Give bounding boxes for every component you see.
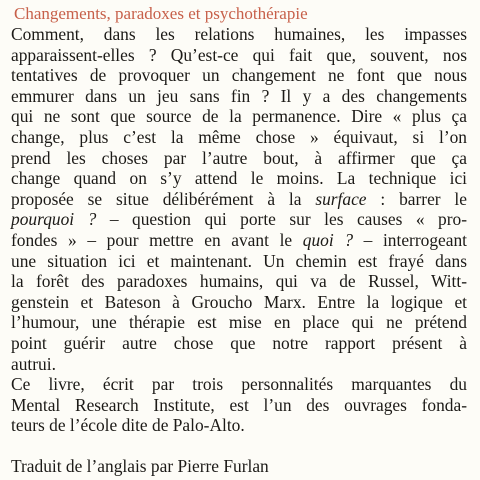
text-line (11, 189, 467, 210)
text-line (11, 106, 467, 127)
text-run: une situation ici et maintenant. Un chemin est frayé dans (11, 250, 467, 271)
italic-term: quoi ? (302, 229, 354, 250)
text-run: qui ne sont que source de la permanence. Dire « plus ça (11, 106, 467, 127)
text-line (11, 333, 467, 354)
text-line (11, 374, 467, 395)
text-line (11, 168, 467, 189)
text-line (11, 209, 467, 230)
text-run: : barrer le (366, 188, 467, 209)
text-line (11, 395, 467, 416)
text-run: la forêt des paradoxes humains, qui va de Russel, Witt- (11, 271, 467, 292)
text-line (11, 312, 467, 333)
text-line (11, 148, 467, 169)
text-run: l’humour, une thérapie est mise en place qui ne prétend (11, 312, 467, 333)
text-line (11, 251, 467, 272)
text-run: genstein et Bateson à Groucho Marx. Entre la logique et (11, 291, 467, 312)
text-line (11, 271, 467, 292)
text-line (11, 127, 467, 148)
text-run: – interrogeant (353, 229, 467, 250)
text-run: Ce livre, écrit par trois personnalités marquantes du (11, 374, 467, 395)
text-line (11, 45, 467, 66)
italic-term: pourquoi ? (11, 209, 97, 230)
text-run: prend les choses par l’autre bout, à affirmer que ça (11, 147, 467, 168)
translator-credit: Traduit de l’anglais par Pierre Furlan (11, 455, 269, 476)
book-title-heading: Changements, paradoxes et psychothérapie (14, 4, 308, 23)
text-run: change, plus c’est la même chose » équivaut, si l’on (11, 126, 467, 147)
text-run: change quand on s’y attend le moins. La technique ici (11, 168, 467, 189)
text-run: proposée se situe délibérément à la (11, 188, 316, 209)
text-run: Mental Research Institute, est l’un des ouvrages fonda- (11, 394, 467, 415)
text-run: emmurer dans un jeu sans fin ? Il y a des changements (11, 85, 467, 106)
text-line (11, 24, 467, 45)
text-run: apparaissent-elles ? Qu’est-ce qui fait que, souvent, nos (11, 44, 467, 65)
italic-term: surface (315, 188, 367, 209)
text-run: autrui. (11, 353, 56, 374)
text-run: – question qui porte sur les causes « pro- (96, 209, 468, 230)
text-line (11, 86, 467, 107)
text-line (11, 415, 467, 436)
about-book-paragraph (11, 374, 467, 436)
text-line (11, 292, 467, 313)
text-run: fondes » – pour mettre en avant le (11, 229, 303, 250)
text-run: Comment, dans les relations humaines, les impasses (11, 24, 467, 44)
text-run: teurs de l’école dite de Palo-Alto. (11, 415, 245, 436)
text-run: point guérir autre chose que notre rapport présent à (11, 332, 467, 353)
description-paragraph (11, 24, 467, 374)
text-line (11, 65, 467, 86)
text-run: tentatives de provoquer un changement ne font que nous (11, 65, 467, 86)
text-line (11, 230, 467, 251)
text-line (11, 354, 467, 375)
